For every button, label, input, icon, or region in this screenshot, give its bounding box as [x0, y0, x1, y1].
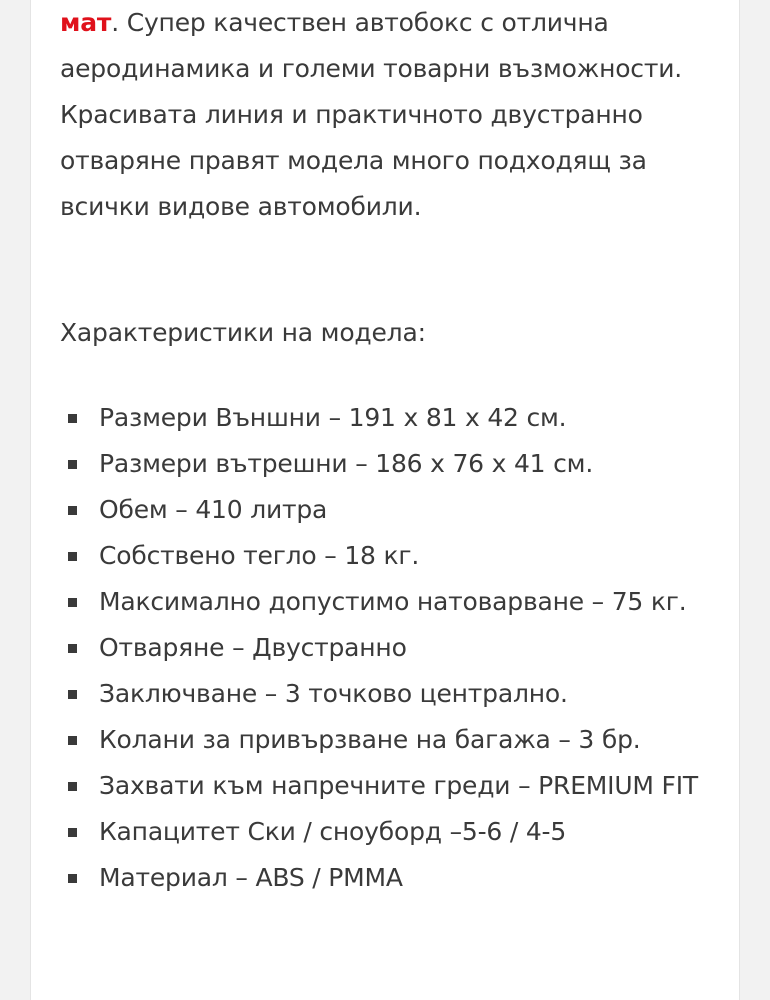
- spec-text: Размери вътрешни – 186 х 76 х 41 см.: [99, 449, 594, 478]
- spec-item: [60, 487, 710, 533]
- product-description-panel: [30, 0, 740, 1000]
- square-bullet-icon: [68, 552, 77, 561]
- square-bullet-icon: [68, 598, 77, 607]
- spec-item: [60, 855, 710, 901]
- spec-text: Капацитет Ски / сноуборд –5-6 / 4-5: [99, 817, 567, 846]
- spec-item: [60, 533, 710, 579]
- square-bullet-icon: [68, 874, 77, 883]
- specs-heading: Характеристики на модела:: [60, 318, 426, 347]
- spec-text: Обем – 410 литра: [99, 495, 328, 524]
- spec-text: Размери Външни – 191 х 81 х 42 см.: [99, 403, 567, 432]
- square-bullet-icon: [68, 736, 77, 745]
- spec-text: Отваряне – Двустранно: [99, 633, 407, 662]
- square-bullet-icon: [68, 690, 77, 699]
- spec-text: Заключване – 3 точково централно.: [99, 679, 568, 708]
- highlighted-word: мат: [60, 8, 112, 37]
- spec-text: Материал – ABS / PMMA: [99, 863, 403, 892]
- spec-item: [60, 579, 710, 625]
- square-bullet-icon: [68, 414, 77, 423]
- spec-item: [60, 717, 710, 763]
- spec-item: [60, 441, 710, 487]
- square-bullet-icon: [68, 460, 77, 469]
- description-paragraph: [60, 0, 710, 230]
- description-text: . Супер качествен автобокс с отлична аеродинамика и големи товарни възможности. Красивата линия и практичното двустранно отваряне правят модела много подходящ за всички видове автомобили.: [60, 8, 683, 221]
- square-bullet-icon: [68, 782, 77, 791]
- spec-text: Максимално допустимо натоварване – 75 кг.: [99, 587, 687, 616]
- spec-item: [60, 395, 710, 441]
- square-bullet-icon: [68, 644, 77, 653]
- square-bullet-icon: [68, 506, 77, 515]
- spec-text: Собствено тегло – 18 кг.: [99, 541, 420, 570]
- spec-text: Колани за привързване на багажа – 3 бр.: [99, 725, 641, 754]
- spec-item: [60, 763, 710, 809]
- specs-list: [60, 395, 710, 901]
- spec-item: [60, 625, 710, 671]
- spec-text: Захвати към напречните греди – PREMIUM FIT: [99, 771, 698, 800]
- spec-item: [60, 671, 710, 717]
- spec-item: [60, 809, 710, 855]
- square-bullet-icon: [68, 828, 77, 837]
